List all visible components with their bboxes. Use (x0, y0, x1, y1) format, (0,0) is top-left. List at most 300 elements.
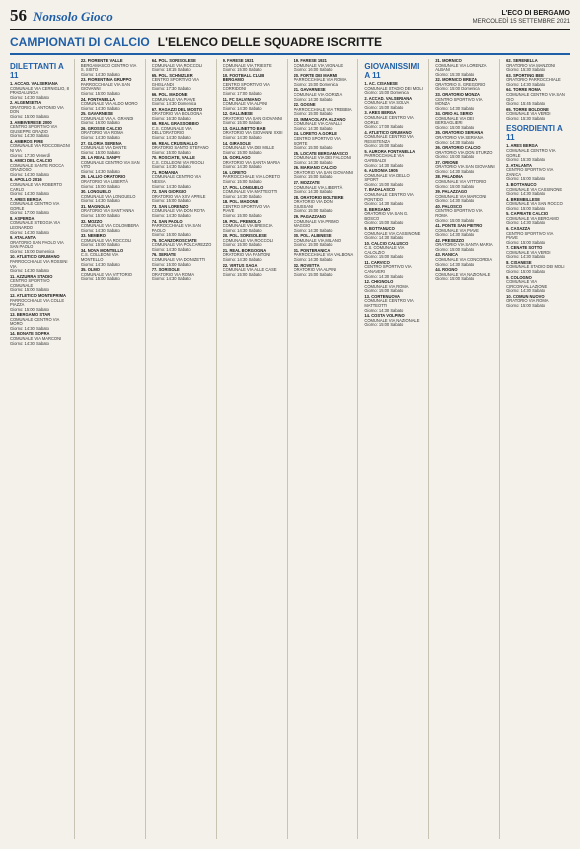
team-venue: COMUNALE VIA VITTORIO (80, 271, 132, 277)
team-entry (152, 190, 212, 204)
team-venue: COMUNALE VIA LORENZA ALBANI (435, 62, 487, 73)
team-venue: COMUNALE CENTRO VIA MATTEOTTI (364, 298, 414, 308)
team-schedule: Giorno: 15:00 Sabato (435, 154, 475, 160)
team-entry (435, 78, 495, 92)
team-name: 11. AZZURRA STADIO (10, 273, 53, 279)
team-entry (506, 276, 566, 294)
team-entry (435, 146, 495, 160)
team-schedule: Giorno: 15:30 Sabato (435, 71, 475, 77)
team-name: 4. AMBROS FIRE (10, 138, 44, 144)
team-venue: PARROCCHIALE VIA SAN PAOLO (151, 223, 201, 233)
team-name: 31. MAGNOLIA (80, 203, 110, 209)
team-entry (152, 156, 212, 170)
team-venue: COMUNALE VIA ROCCOLI (80, 237, 132, 243)
team-venue: COMUNALE VIA MILANO (293, 237, 342, 243)
team-entry (435, 175, 495, 189)
team-venue: COMUNALE VIA POLCAREZZO (151, 242, 212, 248)
team-venue: COMUNALE VIA ROCCOBAGNI NI VIA (10, 143, 70, 153)
team-entry (294, 181, 354, 195)
team-name: 34. NOVA MONTELLO (80, 247, 124, 253)
team-venue: COMUNALE VIA NAZIONALE (364, 317, 420, 323)
team-name: 26. GROSSE CALCIO (80, 125, 123, 131)
team-name: 10. ATLETICO GRUMANO (10, 254, 60, 260)
team-name: 32. MORNICO BREZA (435, 77, 478, 83)
team-entry (364, 169, 424, 187)
team-schedule: Giorno: 15:00 Domenica (364, 90, 409, 96)
team-schedule: Giorno: 14:30 Sabato (151, 276, 191, 282)
team-venue: COMUNALE VIA GORIZIA (293, 91, 343, 97)
team-name: 70. ROSCIATE, VALLE (151, 155, 195, 161)
team-name: 2. ATALANTA (506, 162, 532, 168)
team-venue: COMUNALE CENTRO VIA SAN GIO (506, 91, 565, 102)
team-schedule: Giorno: 14:30 Sabato (10, 133, 49, 139)
team-schedule: Giorno: 14:30 Sabato (151, 135, 191, 141)
team-venue: ORATORIO S. ANTONIO VIA DON (10, 104, 64, 115)
team-entry (294, 74, 354, 88)
team-venue: COMUNALE VIA VERDI (506, 249, 551, 255)
team-schedule: Giorno: 15:00 Sabato (222, 67, 262, 73)
team-entry (10, 82, 70, 100)
team-schedule: Giorno: 14:30 Sabato (10, 94, 49, 100)
team-name: 8. BERGAMO (364, 206, 391, 212)
team-name: 23. IMMACOLATA ALZANO (293, 116, 346, 122)
team-name: 3. ARES BERGA (364, 110, 397, 116)
team-entry (294, 196, 354, 214)
team-entry (81, 190, 141, 204)
team-entry (152, 59, 212, 73)
team-venue: ORATORIO VIA GIOVANNI XXIII (222, 130, 283, 136)
team-schedule: Giorno: 16:00 Sabato (293, 67, 333, 73)
team-venue: COMUNALE VIA PIAVE (151, 96, 196, 102)
team-entry (294, 264, 354, 278)
team-entry (81, 127, 141, 141)
team-venue: COMUNALE VIA MARCONI (435, 193, 487, 199)
team-entry (10, 313, 70, 331)
team-venue: CENTRO SPORTIVO VIA CANAVERI (364, 264, 412, 275)
team-name: 1. ARES BERGA (506, 143, 538, 149)
team-venue: COMUNALE VIA CIRCONVALLAZIONE (506, 279, 548, 289)
team-entry (81, 98, 141, 112)
team-venue: C.S. COMUNALE VIA CALOLZIO (364, 245, 405, 255)
team-schedule: Giorno: 15:00 Sabato (80, 242, 120, 248)
team-name: 35. OLMO (80, 267, 100, 273)
team-venue: COMUNALE VIA DEI FALCONI (293, 155, 351, 161)
team-name: 36. ORATORIO CALCIO (435, 145, 481, 151)
team-venue: COMUNALE VIA VITTORIO (435, 179, 487, 185)
team-schedule: Giorno: 14:30 Sabato (435, 261, 475, 267)
team-venue: ORATORIO VIA SANTA MARIA (435, 242, 493, 248)
team-name: 24. LORETO A.GORLE (293, 131, 337, 137)
team-name: 5. AMICI DEL CALCIO (10, 158, 53, 164)
team-entry (294, 166, 354, 180)
team-name: 69. REAL CRUSINALLO (151, 140, 198, 146)
team-entry (223, 127, 283, 141)
team-name: 28. LA REAL SANPY (80, 155, 121, 161)
team-schedule: Giorno: 14:30 Sabato (10, 268, 49, 274)
team-schedule: Giorno: 17:30 Sabato (151, 86, 191, 92)
team-schedule: Giorno: 15:00 Sabato (80, 183, 120, 189)
team-name: 67. RAGAZZI DEL MOSTO (151, 106, 203, 112)
team-venue: CENTRO SPORTIVO VIA PIAVE (506, 230, 554, 241)
team-schedule: Giorno: 15:00 Sabato (293, 271, 333, 277)
team-name: 30. LONGUELO (80, 189, 111, 195)
team-entry (364, 111, 424, 129)
team-venue: COMUNALE VIA SAN ROCCO (506, 201, 563, 207)
team-schedule: Giorno: 14:30 Sabato (80, 169, 120, 174)
team-name: 73. SAN LORENZO (151, 203, 189, 209)
team-venue: COMUNALE VIA CONCORDIA (435, 257, 493, 263)
team-schedule: Giorno: 15:00 Domenica (10, 248, 55, 254)
team-name: 30. POL. ALBINESE (293, 233, 332, 239)
column-4 (223, 59, 288, 839)
team-name: 26. MARIANO CALCIO (293, 165, 337, 171)
category-heading: ESORDIENTI A 11 (506, 124, 563, 143)
team-schedule: Giorno: 15:00 Sabato (222, 120, 262, 126)
team-venue: CENTRO SPORTIVO COMUNALE (10, 278, 50, 288)
team-venue: COMUNALE VIA LIBERTÀ (293, 184, 343, 190)
team-venue: ORATORIO VIA BOLOGNA (151, 111, 203, 117)
team-name: 10. FOOTBALL CLUB BERGAMO (222, 72, 265, 83)
team-name: 77. SORISOLE (151, 267, 180, 273)
team-venue: ORATORIO PARROCCHIALE (506, 77, 561, 83)
team-schedule: Giorno: 15:00 Sabato (222, 213, 262, 219)
team-entry (294, 59, 354, 73)
team-name: 32. ROVETTA (293, 262, 320, 268)
team-venue: ORATORIO VIA XXV APRILE (151, 193, 206, 199)
team-schedule: Giorno: 15:00 Sabato (506, 176, 546, 182)
team-schedule: Giorno: 15:00 Sabato (151, 149, 191, 155)
team-venue: PARROCCHIALE VIA GARIBALDI (364, 153, 404, 164)
team-entry (152, 108, 212, 122)
team-entry (10, 217, 70, 235)
article-kicker: CAMPIONATI DI CALCIO (10, 35, 150, 49)
team-venue: ORATORIO VIA ROMA (151, 271, 195, 277)
team-name: 72. SAN GIORGIO (151, 189, 187, 195)
team-venue: PARROCCHIALE VIA TREBBIA (293, 106, 352, 112)
team-venue: CENTRO SPORTIVO VIA SORTE (293, 135, 341, 146)
team-venue: C.S. COLLEONI VIA MONTELLO (80, 252, 119, 263)
team-entry (152, 205, 212, 219)
team-entry (10, 275, 70, 293)
team-entry (223, 112, 283, 126)
category-heading: GIOVANISSIMI A 11 (364, 62, 420, 80)
team-name: 11. FC SALVINIANO (222, 96, 261, 102)
team-entry (364, 261, 424, 279)
team-schedule: Giorno: 14:30 Domenica (151, 101, 197, 107)
team-schedule: Giorno: 15:00 Sabato (293, 242, 333, 248)
team-name: 7. CENATE SOTTO (506, 245, 543, 251)
team-name: 43. RANICA (435, 252, 458, 258)
team-entry (364, 295, 424, 313)
team-entry (81, 268, 141, 282)
team-name: 13. BERGAMO STAR (10, 312, 51, 318)
team-entry (152, 171, 212, 189)
team-venue: COMUNALE VIA VIGNALE (293, 62, 344, 68)
team-schedule: Giorno: 16:00 Sabato (80, 120, 120, 126)
team-venue: ORATORIO VIA SAN G. BOSCO (364, 211, 409, 221)
team-name: 20. FORTE DEI MARMI (293, 72, 338, 78)
team-entry (81, 205, 141, 219)
team-name: 39. PALAZZAGO (435, 189, 468, 195)
section-name: Nonsolo Gioco (33, 9, 113, 24)
team-name: 25. LOCATE BERGAMASCO (293, 150, 349, 156)
team-name: 4. BREMBILLESE (506, 196, 541, 202)
team-schedule: Giorno: 15:00 Sabato (435, 124, 475, 130)
team-venue: COMUNALE STEGGIA VIA LEONARDO (10, 220, 60, 231)
team-schedule: Giorno: 14:30 Sabato (80, 227, 120, 233)
team-entry (506, 164, 566, 182)
team-schedule: Giorno: 15:00 Sabato (151, 261, 191, 267)
team-venue: COMUNALE STADIO DEI MOLI (506, 264, 565, 270)
team-name: 2. ACCAD. VALSERIANA (364, 95, 413, 101)
team-schedule: Giorno: 15:00 Sabato (80, 149, 120, 155)
team-schedule: Giorno: 14:30 Sabato (222, 164, 262, 170)
team-name: 38. PALADINA (435, 174, 463, 180)
team-venue: COMUNALE CENTRO VIA SAN VITO (80, 159, 140, 170)
team-schedule: Giorno: 15:00 Domenica (293, 81, 338, 87)
newspaper-name: L'ECO DI BERGAMO (501, 10, 570, 17)
team-venue: CENTRO SPORTIVO VIA MONZA (435, 96, 483, 107)
team-venue: PARROCCHIALE VIA SAN GIOVANNI (80, 81, 130, 92)
team-entry (506, 198, 566, 212)
team-entry (10, 101, 70, 119)
team-venue: ORATORIO VIA ROMA (80, 130, 124, 136)
team-name: 62. SERENELLA (506, 59, 538, 63)
team-schedule: Giorno: 17:00 Sabato (222, 91, 262, 97)
team-venue: COMUNALE VIA DANTE (80, 145, 127, 151)
team-schedule: Giorno: 14:30 Sabato (435, 232, 475, 238)
team-name: 29. PAGAZZANO (293, 213, 326, 219)
team-schedule: Giorno: 14:30 Sabato (151, 246, 191, 252)
team-schedule: Giorno: 15:00 Sabato (80, 91, 120, 97)
team-entry (364, 131, 424, 149)
team-schedule: Giorno: 14:30 Sabato (10, 340, 49, 346)
team-venue: ORATORIO S. GREGORIO (435, 81, 486, 87)
team-entry (223, 59, 283, 73)
team-name: 13. CORTENUOVA (364, 293, 401, 299)
team-entry (81, 220, 141, 234)
team-entry (506, 88, 566, 106)
team-schedule: Giorno: 15:00 Sabato (10, 306, 49, 312)
team-venue: CENTRO SPORTIVO VIA ROMA (435, 208, 483, 219)
team-entry (435, 93, 495, 111)
team-venue: COMUNALE VIA DEI BERSAGLIERI (435, 115, 474, 126)
team-entry (364, 97, 424, 111)
team-venue: C.S. COMUNALE VIA DELL'ORATORIO (151, 125, 192, 136)
team-entry (81, 156, 141, 174)
team-venue: PARROCCHIALE VIA ROMA (293, 77, 347, 83)
team-name: 19. FARESE 1921 (293, 59, 327, 63)
team-entry (364, 242, 424, 260)
team-venue: ORATORIO SAN PAOLO VIA SAN PAOLO (10, 239, 64, 250)
team-name: 14. BONATE SOPRA (10, 331, 50, 337)
team-schedule: Giorno: 14:30 Sabato (151, 164, 191, 170)
team-venue: ORATORIO VIA ALPINI (293, 267, 337, 273)
team-venue: ORATORIO VIA ROMA (506, 298, 549, 304)
team-venue: ORATORIO VIA SERIANA (435, 135, 484, 141)
team-entry (152, 268, 212, 282)
column-5 (294, 59, 359, 839)
team-name: 9. ATALANTA (10, 235, 36, 241)
team-name: 19. POL. PREMOLO (222, 218, 261, 224)
team-venue: COMUNALE CENTRO VIA GORLE (364, 114, 414, 125)
team-schedule: Giorno: 15:30 Sabato (506, 157, 546, 163)
team-venue: COMUNALE VIA MARCONI (10, 336, 62, 342)
team-schedule: Giorno: 14:30 Sabato (222, 193, 262, 199)
team-entry (506, 144, 566, 162)
team-entry (81, 78, 141, 96)
team-venue: ORATORIO VIA FANTONI (222, 252, 271, 258)
team-venue: COMUNALE VIA CERNIGLIO, 8 PRADALUNGA (10, 85, 69, 96)
team-entry (223, 156, 283, 170)
team-name: 35. ORATORIO SERIANA (435, 130, 484, 136)
team-schedule: Giorno: 15:00 Sabato (80, 213, 120, 219)
team-venue: COMUNALE STADIO DEI MOLI (364, 85, 423, 91)
team-entry (81, 142, 141, 156)
team-schedule: Giorno: 15:00 Sabato (364, 254, 404, 260)
team-schedule: Giorno: 14:30 Sabato (364, 162, 404, 168)
team-venue: COMUNALE VIA TRIESTE (222, 62, 272, 68)
team-venue: COMUNALE CENTRO VIA GORLE (10, 201, 60, 211)
team-name: 12. ATLETICO MONTEPRIMA (10, 292, 66, 298)
article-headline: L'ELENCO DELLE SQUADRE ISCRITTE (157, 35, 382, 49)
team-name: 2. ALGEMSETIA (10, 100, 42, 106)
team-venue: COMUNALE VIA ALDO MORO (80, 101, 138, 107)
team-name: 40. PALOSCO (435, 203, 463, 209)
team-name: 33. NEMBRO (80, 233, 106, 239)
team-venue: COMUNALE VIA CASSINONE (364, 230, 421, 236)
team-schedule: Giorno: 14:30 Sabato (222, 105, 262, 111)
column-8 (506, 59, 570, 839)
team-venue: ORATORIO VIA LIBERTÀ (80, 179, 128, 185)
team-entry (294, 118, 354, 132)
team-entry (10, 140, 70, 158)
team-schedule: Giorno: 15:00 Sabato (435, 183, 475, 189)
team-name: 31. MORNICO (435, 59, 462, 63)
team-entry (152, 93, 212, 107)
team-name: 8. CISANESE (506, 259, 532, 265)
team-entry (506, 212, 566, 226)
team-venue: COMUNALE CENTRO VIA MORO (10, 316, 60, 327)
team-venue: COMUNALE VIA COLOMBERA (80, 223, 139, 229)
team-venue: CENTRO SPORTIVO VIA PIAVE (222, 203, 270, 214)
team-entry (10, 294, 70, 312)
team-name: 71. ROMANIA (151, 169, 179, 175)
team-entry (223, 74, 283, 97)
team-entry (223, 234, 283, 248)
team-venue: COMUNALE VIA VERDI (506, 111, 551, 117)
team-venue: COMUNALE VIA SOLVA (364, 100, 410, 106)
team-name: 22. GOGNE (293, 102, 316, 108)
team-venue: COMUNALE CENTRO VIA RESISTENZA (364, 134, 414, 144)
team-list-columns (10, 59, 570, 839)
team-entry (435, 268, 495, 282)
column-3 (152, 59, 217, 839)
team-venue: ORATORIO VIA DON STURZO (435, 149, 493, 155)
team-name: 27. MOZZATE (293, 179, 320, 185)
team-schedule: Giorno: 14:30 Sabato (506, 288, 546, 294)
team-venue: COMUNALE VIA CAVALLI (293, 121, 342, 127)
team-entry (81, 249, 141, 267)
team-entry (364, 280, 424, 294)
team-name: 14. GIRASOLE (222, 140, 251, 146)
team-name: 34. ORIO AL SERIO (435, 111, 473, 117)
team-entry (10, 236, 70, 254)
team-schedule: Giorno: 14:30 Sabato (293, 227, 333, 233)
team-entry (506, 74, 566, 88)
team-entry (152, 74, 212, 92)
team-name: 64. POL. SORISOLESE (151, 59, 196, 63)
team-venue: COMUNALE VIA PIAVE (435, 227, 479, 233)
team-schedule: Giorno: 15:00 Sabato (364, 181, 404, 187)
team-schedule: Giorno: 14:30 Sabato (506, 220, 546, 226)
team-name: 7. ARES BERGA (10, 196, 42, 202)
team-name: 10. CALCIO CALUSCO (364, 240, 409, 246)
team-schedule: Giorno: 16:30 Sabato (151, 115, 191, 121)
team-name: 21. GAVARNESE (293, 87, 326, 93)
team-name: 9. FARESE 1921 (222, 59, 254, 63)
team-schedule: Giorno: 14:30 Sabato (151, 183, 191, 189)
team-entry (294, 215, 354, 233)
team-name: 20. POL. SORISOLESE (222, 233, 267, 239)
team-schedule: Giorno: 15:00 Sabato (293, 174, 333, 180)
team-name: 6. CASAZZA (506, 225, 531, 231)
team-name: 75. SCANZOROSCIATE (151, 237, 197, 243)
team-venue: COMUNALE VIA MATTEOTTI (222, 189, 278, 195)
team-venue: COMUNALE VIA ROBERTO CARLO (10, 181, 62, 192)
team-entry (294, 132, 354, 150)
team-entry (506, 59, 566, 73)
team-schedule: Giorno: 15:45 Sabato (506, 101, 546, 107)
team-schedule: Giorno: 15:00 Sabato (364, 322, 404, 328)
team-name: 68. REAL GRASSOBBIO (151, 121, 199, 127)
team-entry (81, 234, 141, 248)
team-venue: CENTRO SPORTIVO VIA CORRIDONI (222, 81, 270, 92)
team-schedule: Giorno: 14:30 Sabato (10, 171, 49, 177)
team-schedule: Giorno: 15:00 Sabato (506, 205, 546, 211)
team-entry (223, 171, 283, 185)
team-name: 23. FIORENTINA GRUPPO (80, 77, 132, 83)
team-name: 22. FIORENTE VALLE (80, 59, 123, 63)
team-schedule: Giorno: 14:30 Sabato (10, 229, 49, 235)
team-name: 3. BOTTANUCO (506, 181, 537, 187)
team-name: 1. ACCAD. VALSERIANA (10, 81, 58, 86)
team-schedule: Giorno: 14:30 Sabato (151, 213, 191, 219)
team-venue: ORATORIO SANTO STEFANO (151, 145, 209, 151)
team-schedule: Giorno: 15:00 Sabato (151, 232, 191, 238)
team-entry (152, 239, 212, 253)
team-venue: COMUNALE CENTRO VIA GORLE (506, 147, 556, 158)
team-venue: COMUNALE VIA ALPINI (222, 101, 268, 107)
team-schedule: Giorno: 15:30 Sabato (506, 115, 546, 121)
team-schedule: Giorno: 15:30 Sabato (506, 67, 546, 73)
team-venue: COMUNALE VIA DON ROTA (151, 208, 205, 214)
team-venue: CENTRO SPORTIVO VIA ZANICA (506, 167, 554, 177)
team-entry (81, 59, 141, 77)
team-venue: COMUNALE VIA ROCCOLI (151, 62, 203, 68)
team-schedule: Giorno: 14:30 Sabato (435, 198, 475, 204)
team-venue: PARROCCHIALE VIA LORETO (222, 174, 281, 180)
team-venue: COMUNALE CENTRO VIA PONTIDO (364, 192, 414, 202)
team-schedule: Giorno: 15:00 Sabato (222, 271, 262, 277)
team-entry (223, 220, 283, 234)
team-entry (152, 220, 212, 238)
team-entry (294, 234, 354, 248)
team-schedule: Giorno: 14:30 Sabato (506, 191, 546, 197)
team-venue: PARROCCHIALE VIA ROSSINI VIA (10, 258, 68, 269)
team-schedule: Giorno: 14:30 Sabato (364, 201, 404, 207)
team-entry (223, 98, 283, 112)
